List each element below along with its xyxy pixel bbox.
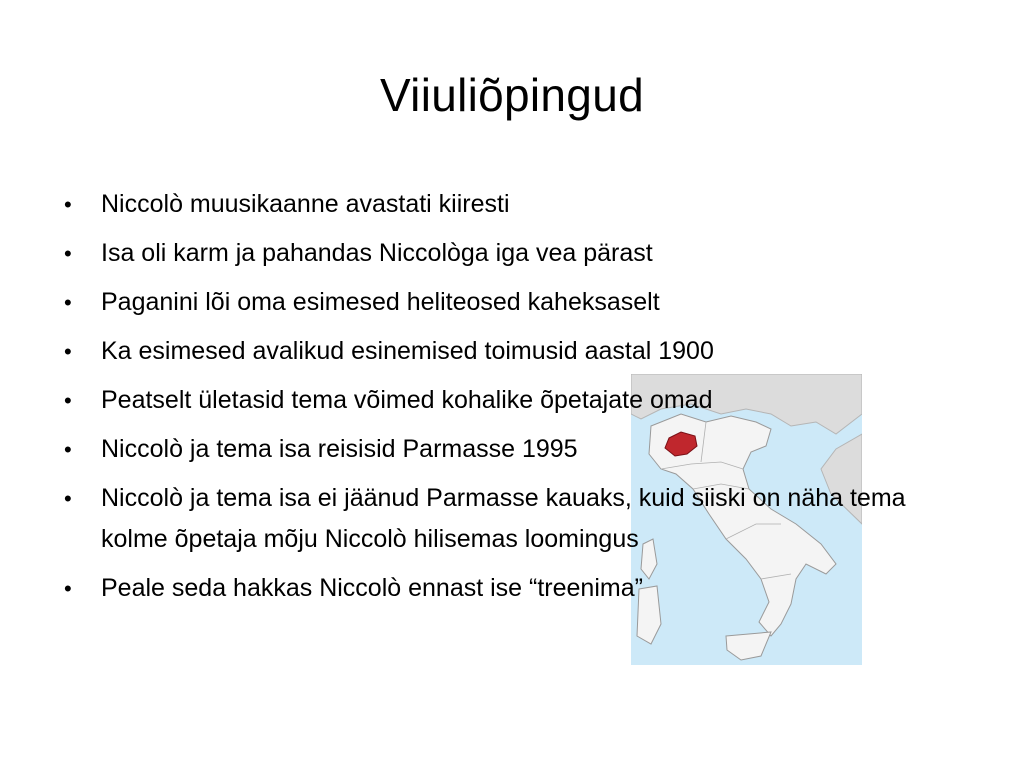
- bullet-item: [64, 380, 964, 421]
- bullet-dot: •: [64, 437, 72, 462]
- bullet-dot: •: [64, 486, 72, 511]
- bullet-item: [64, 429, 964, 470]
- bullet-text: Niccolò ja tema isa ei jäänud Parmasse kauaks, kuid siiski on näha tema kolme õpetaja mõju Niccolò hilisemas loomingus: [101, 484, 906, 553]
- bullet-dot: •: [64, 339, 72, 364]
- bullet-text: Niccolò muusikaanne avastati kiiresti: [101, 190, 510, 218]
- bullet-item: [64, 478, 964, 560]
- bullet-text: Isa oli karm ja pahandas Niccològa iga vea pärast: [101, 239, 653, 267]
- bullet-text: Ka esimesed avalikud esinemised toimusid aastal 1900: [101, 337, 714, 365]
- bullet-text: Peale seda hakkas Niccolò ennast ise “treenima”: [101, 574, 643, 602]
- bullet-dot: •: [64, 388, 72, 413]
- bullet-dot: •: [64, 290, 72, 315]
- bullet-item: [64, 184, 964, 225]
- bullet-item: [64, 282, 964, 323]
- bullet-text: Peatselt ületasid tema võimed kohalike õpetajate omad: [101, 386, 713, 414]
- bullet-text: Paganini lõi oma esimesed heliteosed kaheksaselt: [101, 288, 660, 316]
- bullet-item: [64, 568, 964, 609]
- bullet-text: Niccolò ja tema isa reisisid Parmasse 1995: [101, 435, 578, 463]
- bullet-item: [64, 233, 964, 274]
- slide-title: Viiuliõpingud: [380, 69, 644, 121]
- bullet-item: [64, 331, 964, 372]
- bullet-list: [64, 184, 964, 617]
- bullet-dot: •: [64, 241, 72, 266]
- bullet-dot: •: [64, 192, 72, 217]
- bullet-dot: •: [64, 576, 72, 601]
